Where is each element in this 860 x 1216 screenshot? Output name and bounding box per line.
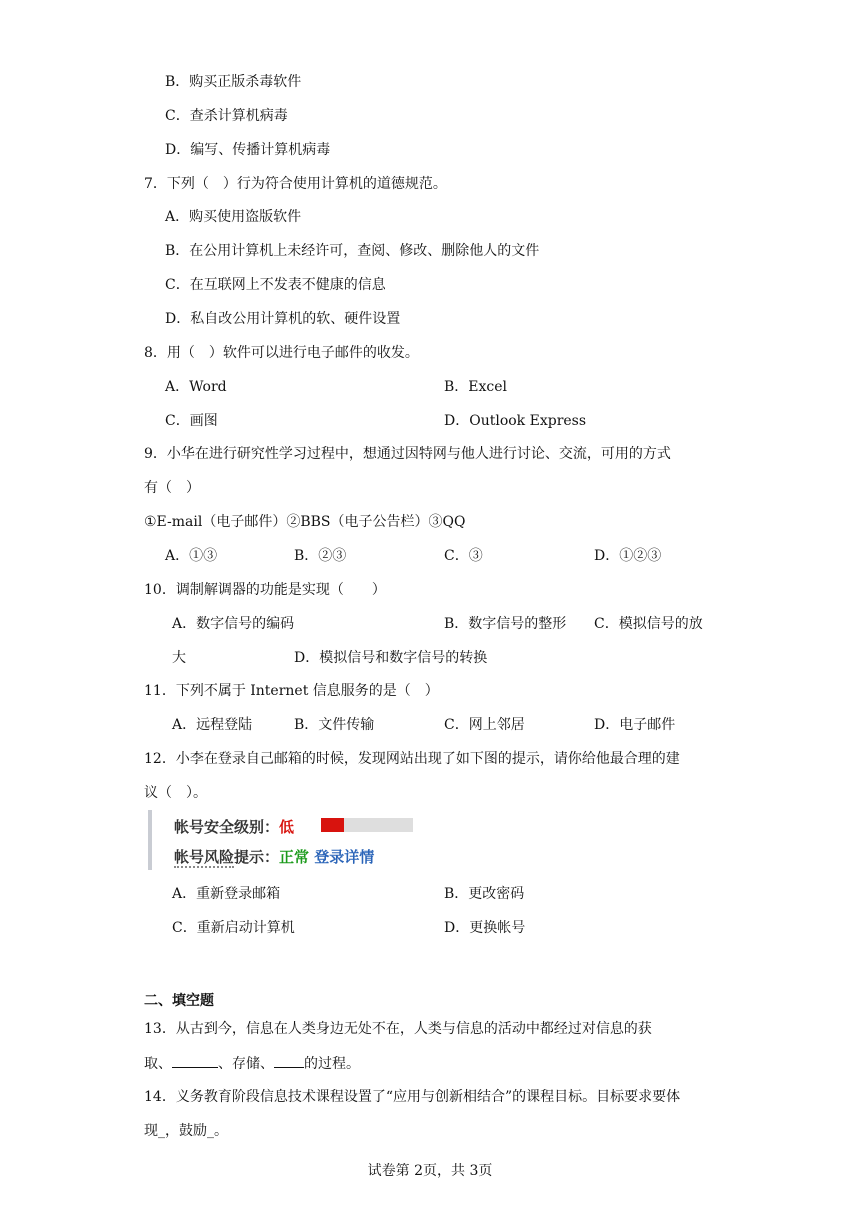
q13-text-b: 、存储、	[218, 1056, 274, 1072]
security-level-meter	[321, 818, 413, 832]
q13-text-c: 的过程。	[304, 1056, 360, 1072]
q10-option-b: B．数字信号的整形	[444, 616, 567, 632]
q7-option-b: B．在公用计算机上未经许可，查阅、修改、删除他人的文件	[165, 243, 540, 259]
prompt-left-border	[148, 810, 152, 870]
security-level-row	[174, 816, 294, 837]
q11-option-b: B．文件传输	[294, 717, 375, 733]
q8-option-a: A．Word	[165, 379, 227, 395]
q9-option-a: A．①③	[165, 548, 218, 564]
q12-option-b: B．更改密码	[444, 886, 525, 902]
security-level-label: 帐号安全级别：	[174, 818, 280, 836]
q11-option-a: A．远程登陆	[172, 717, 253, 733]
q11-stem: 11．下列不属于 Internet 信息服务的是（ ）	[144, 683, 439, 699]
q6-option-b: B．购买正版杀毒软件	[165, 74, 302, 90]
q6-option-c: C．查杀计算机病毒	[165, 108, 288, 124]
q14-line2: 现_，鼓励_。	[144, 1123, 228, 1139]
q13-blank-1	[172, 1053, 218, 1068]
q6-option-d: D．编写、传播计算机病毒	[165, 142, 331, 158]
q12-option-a: A．重新登录邮箱	[172, 886, 281, 902]
risk-row	[174, 846, 374, 867]
q14-line1: 14．义务教育阶段信息技术课程设置了“应用与创新相结合”的课程目标。目标要求要体	[144, 1089, 681, 1105]
risk-status: 正常	[279, 848, 310, 866]
page-footer: 试卷第 2页，共 3页	[367, 1163, 493, 1179]
q7-option-a: A．购买使用盗版软件	[165, 209, 302, 225]
q11-option-c: C．网上邻居	[444, 717, 525, 733]
q12-stem-line1: 12．小李在登录自己邮箱的时候，发现网站出现了如下图的提示，请你给他最合理的建	[144, 751, 680, 767]
q9-items: ①E-mail（电子邮件）②BBS（电子公告栏）③QQ	[144, 514, 466, 530]
q8-option-b: B．Excel	[444, 379, 508, 395]
q7-option-d: D．私自改公用计算机的软、硬件设置	[165, 311, 401, 327]
security-level-meter-fill	[321, 818, 344, 832]
q8-option-d: D．Outlook Express	[444, 413, 587, 429]
q7-option-c: C．在互联网上不发表不健康的信息	[165, 277, 386, 293]
q7-stem: 7．下列（ ）行为符合使用计算机的道德规范。	[144, 176, 447, 192]
q11-option-d: D．电子邮件	[594, 717, 676, 733]
q10-option-a: A．数字信号的编码	[172, 616, 295, 632]
q9-option-d: D．①②③	[594, 548, 662, 564]
login-details-link: 登录详情	[314, 848, 375, 866]
q9-option-c: C．③	[444, 548, 483, 564]
q12-stem-line2: 议（ ）。	[144, 785, 207, 801]
prompt-cutoff-row	[174, 866, 234, 870]
section2-title: 二、填空题	[144, 993, 214, 1009]
account-security-prompt-image	[148, 810, 416, 870]
q13-text-a: 取、	[144, 1056, 172, 1072]
q10-option-c-part2: 大	[172, 650, 186, 666]
q9-stem-line2: 有（ ）	[144, 480, 200, 496]
security-level-value: 低	[279, 818, 295, 836]
q13-blank-2	[274, 1053, 304, 1068]
q9-option-b: B．②③	[294, 548, 347, 564]
q13-line2	[144, 1053, 360, 1074]
q12-option-c: C．重新启动计算机	[172, 920, 295, 936]
q8-stem: 8．用（ ）软件可以进行电子邮件的收发。	[144, 345, 419, 361]
q10-option-c-part1: C．模拟信号的放	[594, 616, 703, 632]
q9-stem-line1: 9．小华在进行研究性学习过程中，想通过因特网与他人进行讨论、交流，可用的方式	[144, 446, 671, 462]
risk-label: 帐号风险提示：	[174, 848, 280, 866]
q12-option-d: D．更换帐号	[444, 920, 526, 936]
q10-stem: 10．调制解调器的功能是实现（ ）	[144, 582, 386, 598]
q8-option-c: C．画图	[165, 413, 218, 429]
q13-line1: 13．从古到今，信息在人类身边无处不在，人类与信息的活动中都经过对信息的获	[144, 1021, 652, 1037]
q10-option-d: D．模拟信号和数字信号的转换	[294, 650, 488, 666]
